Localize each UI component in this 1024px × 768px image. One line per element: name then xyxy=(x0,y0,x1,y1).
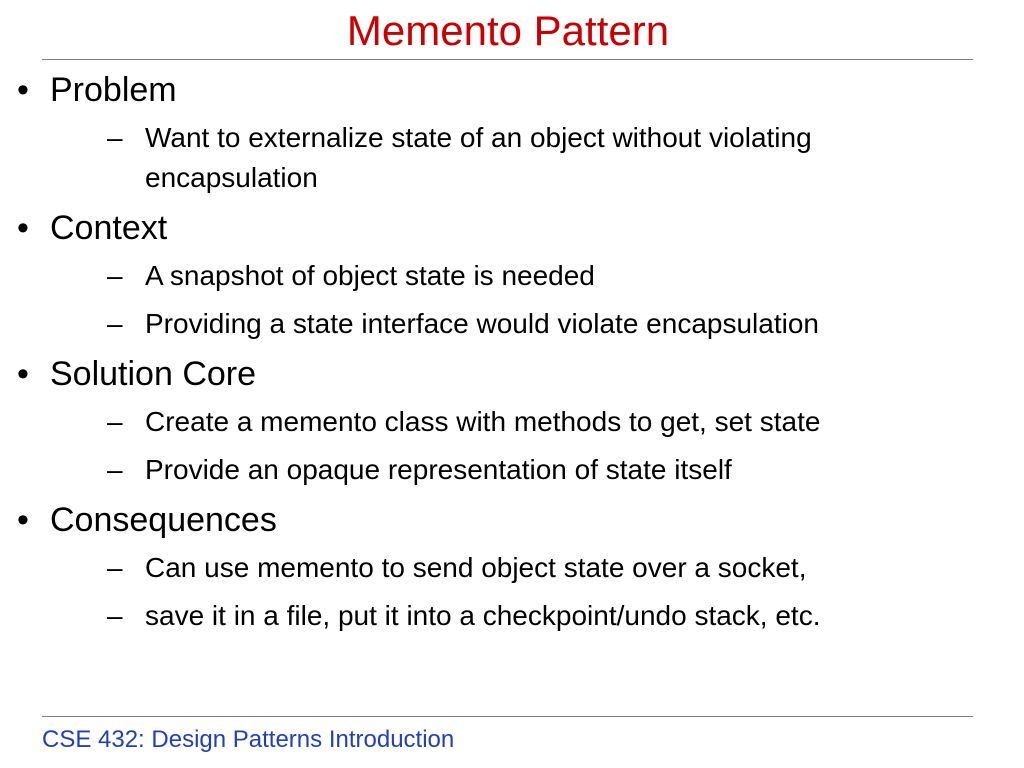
sub-bullet-text: A snapshot of object state is needed xyxy=(145,260,595,291)
sub-bullet-marker: – xyxy=(107,406,123,437)
bullet-heading: Consequences xyxy=(50,501,277,539)
footer-text: CSE 432: Design Patterns Introduction xyxy=(42,726,455,753)
bullet-list xyxy=(0,68,1024,636)
sub-bullet-marker: – xyxy=(107,454,123,485)
sub-bullet xyxy=(95,402,1024,442)
sub-bullet-marker: – xyxy=(107,260,123,291)
sub-bullet-marker: – xyxy=(107,122,123,153)
sub-bullet-marker: – xyxy=(107,308,123,339)
sub-bullet-text: Want to externalize state of an object without violating encapsulation xyxy=(145,122,812,193)
footer-divider xyxy=(42,716,973,717)
bullet-solution-core xyxy=(0,352,1024,490)
sub-bullet xyxy=(95,548,1024,588)
title-divider xyxy=(42,59,973,60)
bullet-heading: Context xyxy=(50,209,168,247)
sub-bullet xyxy=(95,304,1024,344)
sub-bullet xyxy=(95,596,1024,636)
sub-bullet-list xyxy=(50,256,1024,344)
sub-bullet-list xyxy=(50,402,1024,490)
bullet-marker: • xyxy=(17,71,29,109)
sub-bullet-list xyxy=(50,118,1024,198)
sub-bullet-marker: – xyxy=(107,600,123,631)
bullet-marker: • xyxy=(17,209,29,247)
bullet-heading: Solution Core xyxy=(50,355,257,393)
sub-bullet xyxy=(95,118,1024,198)
bullet-marker: • xyxy=(17,501,29,539)
sub-bullet-text: Create a memento class with methods to get, set state xyxy=(145,406,821,437)
slide-title: Memento Pattern xyxy=(346,7,670,54)
sub-bullet xyxy=(95,256,1024,296)
sub-bullet-text: save it in a file, put it into a checkpoint/undo stack, etc. xyxy=(145,600,821,631)
bullet-marker: • xyxy=(17,355,29,393)
bullet-consequences xyxy=(0,498,1024,636)
sub-bullet-marker: – xyxy=(107,552,123,583)
bullet-problem xyxy=(0,68,1024,198)
sub-bullet-text: Providing a state interface would violate encapsulation xyxy=(145,308,819,339)
bullet-context xyxy=(0,206,1024,344)
sub-bullet-text: Can use memento to send object state over a socket, xyxy=(145,552,807,583)
bullet-heading: Problem xyxy=(50,71,177,109)
sub-bullet xyxy=(95,450,1024,490)
sub-bullet-list xyxy=(50,548,1024,636)
sub-bullet-text: Provide an opaque representation of state itself xyxy=(145,454,732,485)
